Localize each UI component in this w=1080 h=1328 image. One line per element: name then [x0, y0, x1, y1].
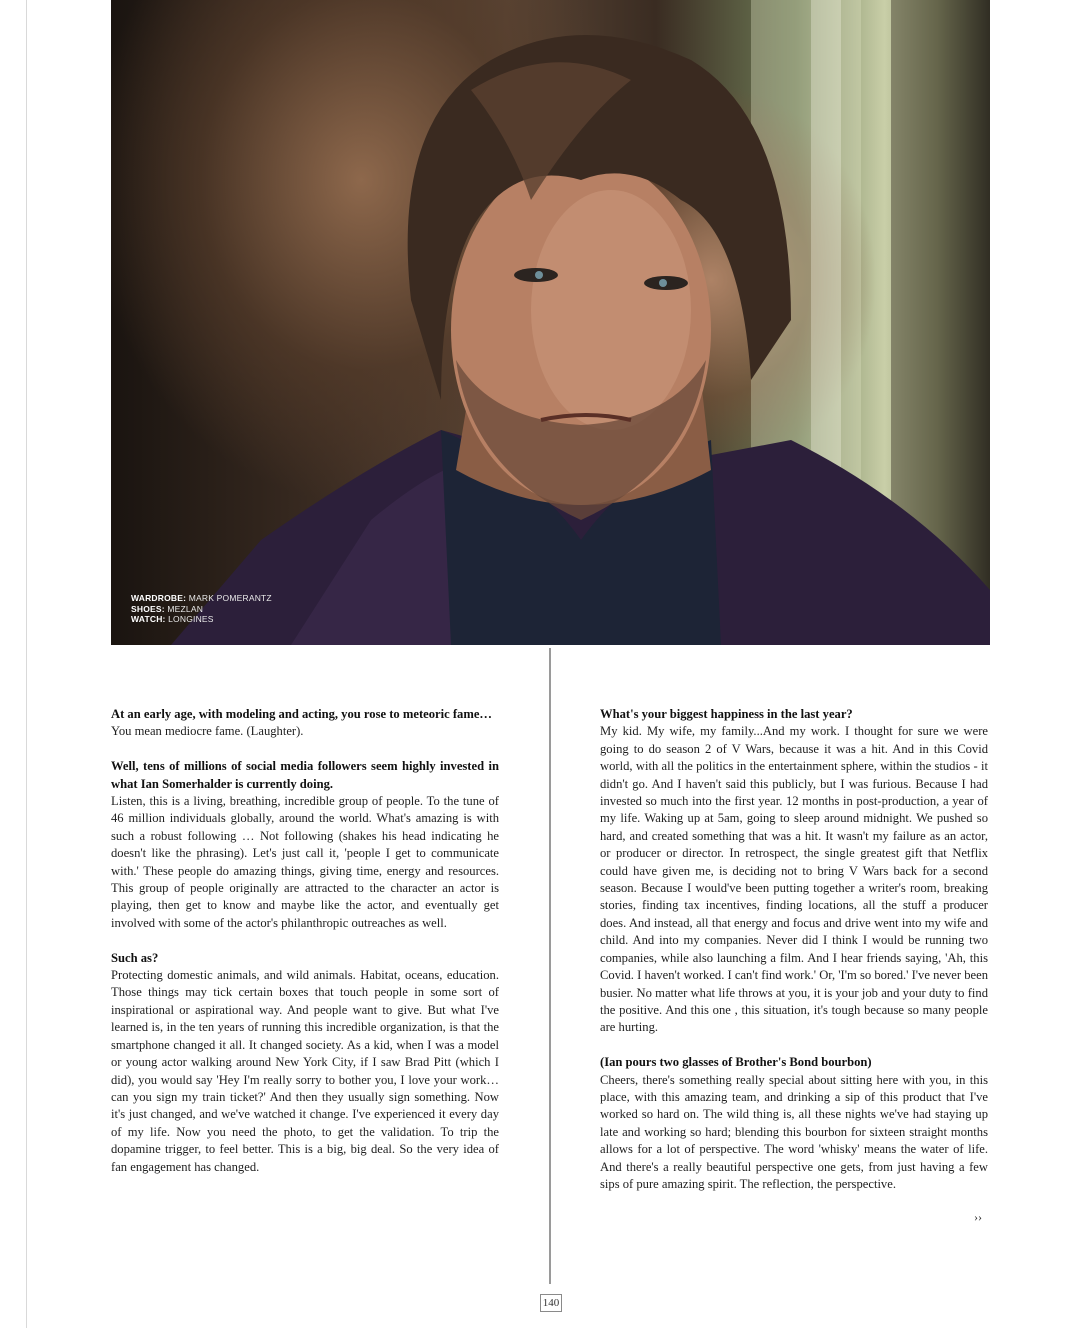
- left-column: [111, 706, 499, 1176]
- interview-answer: You mean mediocre fame. (Laughter).: [111, 724, 304, 739]
- page-edge: [26, 0, 27, 1328]
- credit-line: WATCH: LONGINES: [131, 614, 214, 624]
- portrait-illustration: [111, 0, 990, 645]
- column-divider: [549, 648, 551, 1284]
- credit-line: SHOES: MEZLAN: [131, 603, 204, 614]
- wardrobe-credits: [131, 593, 272, 625]
- continue-arrows: ››: [974, 1210, 982, 1224]
- interview-answer: My kid. My wife, my family...And my work. I thought for sure we were going to do season 2 of V Wars, because it was a hit. And in this Covid world, with all the politics in the entertainment sphere, within the studios - it didn't go. And I haven't said this publicly, but I was furious. Because I had invested so much into the first year. 12 months in post-production, a year of my life. Waking up at 5am, going to sleep around midnight. We pushed so hard, and created something that was a hit. It wasn't my failure as an actor, or producer or director. In retrospect, the single greatest gift that Netflix could have given me, is deciding not to bring V Wars back for a second season. Because I would've been putting together a writer's room, breaking stories, finding tax incentives, finding locations, all the stuff a producer does. And instead, all that energy and focus and drive went into my wife and child. And into my companies. Never did I think I would be running two companies, while also launching a film. And I hear friends saying, 'Ah, this Covid. I haven't worked. I can't find work.' Or, 'I'm so bored.' I've never been busier. No matter what life throws at you, it is your job and your duty to find the positive. And this one , this situation, it's tough because so many people are hurting.: [600, 724, 988, 1035]
- interview-question: (Ian pours two glasses of Brother's Bond bourbon): [600, 1055, 872, 1070]
- portrait-photo: [111, 0, 990, 645]
- right-column: [600, 706, 988, 1193]
- interview-answer: Cheers, there's something really special about sitting here with you, in this place, with this amazing team, and drinking a sip of this product that I've worked so hard on. The wild thing is, all these nights we've had staying up late and working so hard; blending this bourbon for sixteen straight months allows for a lot of perspective. The word 'whisky' means the water of life. And there's a really beautiful perspective one gets, from just having a few sips of pure amazing spirit. The reflection, the perspective.: [600, 1072, 988, 1191]
- interview-question: What's your biggest happiness in the last year?: [600, 707, 853, 721]
- interview-answer: Protecting domestic animals, and wild animals. Habitat, oceans, education. Those things may tick certain boxes that touch people in some sort of inspirational or aspirational way. And people want to give. But what I've learned is, in the ten years of running this incredible organization, is that the smartphone changed it all. It changed society. As a kid, when I was a model or young actor walking around New York City, if I saw Brad Pitt (which I did), you would say 'Hey I'm really sorry to bother you, I love your work… can you sign my train ticket?' And then they usually sign something. Now it's just changed, and we've watched it change. I've experienced it every day of my life. Now you need the photo, to get the validation. To trip the dopamine trigger, to feel better. This is a big, big deal. So the very idea of fan engagement has changed.: [111, 968, 499, 1174]
- page-number: 140: [540, 1294, 562, 1312]
- interview-question: Such as?: [111, 950, 159, 965]
- interview-question: At an early age, with modeling and acting, you rose to meteoric fame…: [111, 707, 493, 721]
- interview-question: Well, tens of millions of social media followers seem highly invested in what Ian Somerhalder is currently doing.: [111, 759, 499, 791]
- interview-answer: Listen, this is a living, breathing, incredible group of people. To the tune of 46 million individuals globally, around the world. What's amazing is with such a robust following … Not following (shakes his head indicating he doesn't like the phrasing). Let's just call it, 'people I get to communicate with.' These people do amazing things, giving time, energy and resources. This group of people originally are attracted to the character an actor is playing, then get to know and maybe like the actor, and eventually get involved with some of the actor's philanthropic outreaches as well.: [111, 794, 499, 930]
- credit-line: WARDROBE: MARK POMERANTZ: [131, 593, 272, 603]
